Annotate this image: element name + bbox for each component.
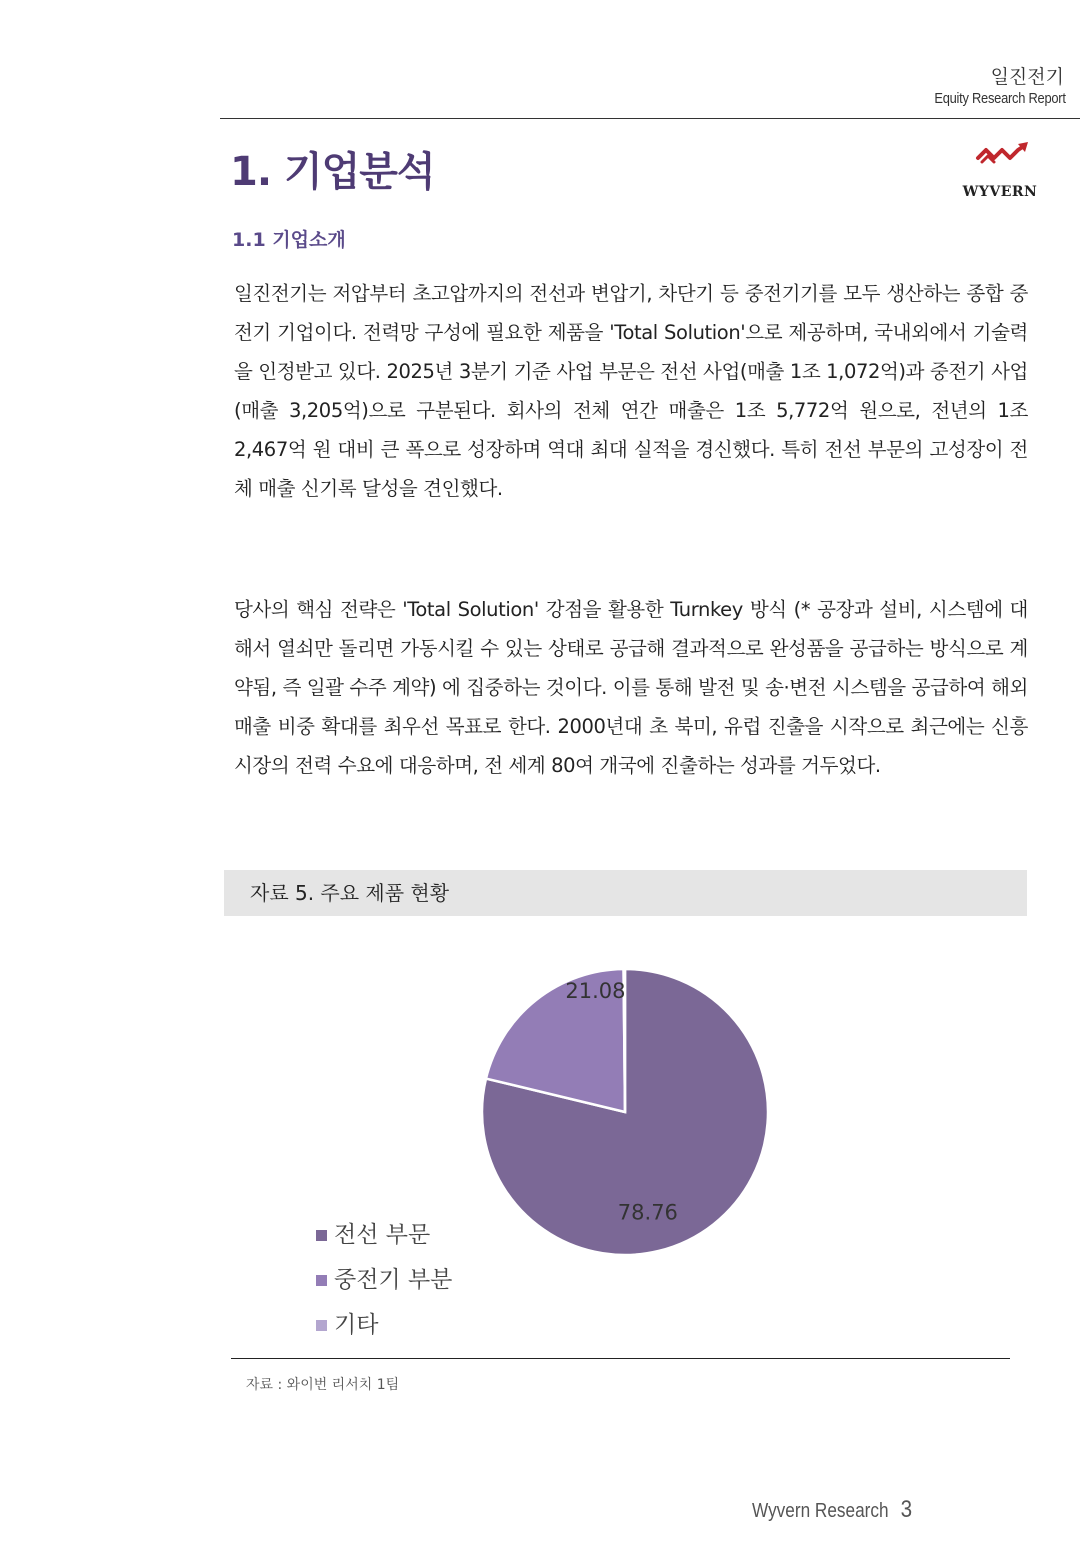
pie-chart [224,930,1027,1350]
footer-brand: Wyvern Research [752,1500,889,1522]
wyvern-logo-mark [978,146,1024,158]
footer [752,1496,912,1524]
legend-label-2: 중전기 부분 [334,1267,453,1293]
figure-caption-bar [224,870,1027,916]
figure-caption: 자료 5. 주요 제품 현황 [250,881,450,905]
page-number: 3 [900,1496,913,1523]
logo-text: WYVERN [962,184,1038,200]
header-company: 일진전기 [990,66,1064,88]
section-title: 1. 기업분석 [230,149,435,195]
legend-swatch-3 [316,1320,327,1331]
legend-swatch-2 [316,1275,327,1286]
subsection-title: 1.1 기업소개 [232,229,346,251]
legend-swatch-1 [316,1230,327,1241]
header-rule [220,118,1080,119]
figure-source: 자료 : 와이번 리서치 1팀 [246,1377,400,1393]
paragraph-strategy: 당사의 핵심 전략은 'Total Solution' 강점을 활용한 Turnkey 방식 (* 공장과 설비, 시스템에 대해서 열쇠만 돌리면 가동시킬 수 있는 상태로 공급해 결과적으로 완성품을 공급하는 방식으로 계약됨, 즉 일괄 수주 계약) 에 집중하는 것이다. 이를 통해 발전 및 송·변전 시스템을 공급하여 해외 매출 비중 확대를 최우선 목표로 한다. 2000년대 초 북미, 유럽 진출을 시작으로 최근에는 신흥 시장의 전력 수요에 대응하며, 전 세계 80여 개국에 진출하는 성과를 거두었다. [234,598,1028,777]
legend-label-3: 기타 [334,1312,379,1338]
header-report-type: Equity Research Report [934,90,1066,107]
pie-data-label-2: 21.08 [565,978,626,1003]
figure-rule [231,1358,1010,1359]
legend-label-1: 전선 부문 [334,1222,431,1248]
paragraph-intro: 일진전기는 저압부터 초고압까지의 전선과 변압기, 차단기 등 중전기기를 모두 생산하는 종합 중전기 기업이다. 전력망 구성에 필요한 제품을 'Total Solution'으로 제공하며, 국내외에서 기술력을 인정받고 있다. 2025년 3분기 기준 사업 부문은 전선 사업(매출 1조 1,072억)과 중전기 사업(매출 3,205억)으로 구분된다. 회사의 전체 연간 매출은 1조 5,772억 원으로, 전년의 1조 2,467억 원 대비 큰 폭으로 성장하며 역대 최대 실적을 경신했다. 특히 전선 부문의 고성장이 전체 매출 신기록 달성을 견인했다. [234,282,1028,500]
pie-data-label-1: 78.76 [617,1200,678,1225]
